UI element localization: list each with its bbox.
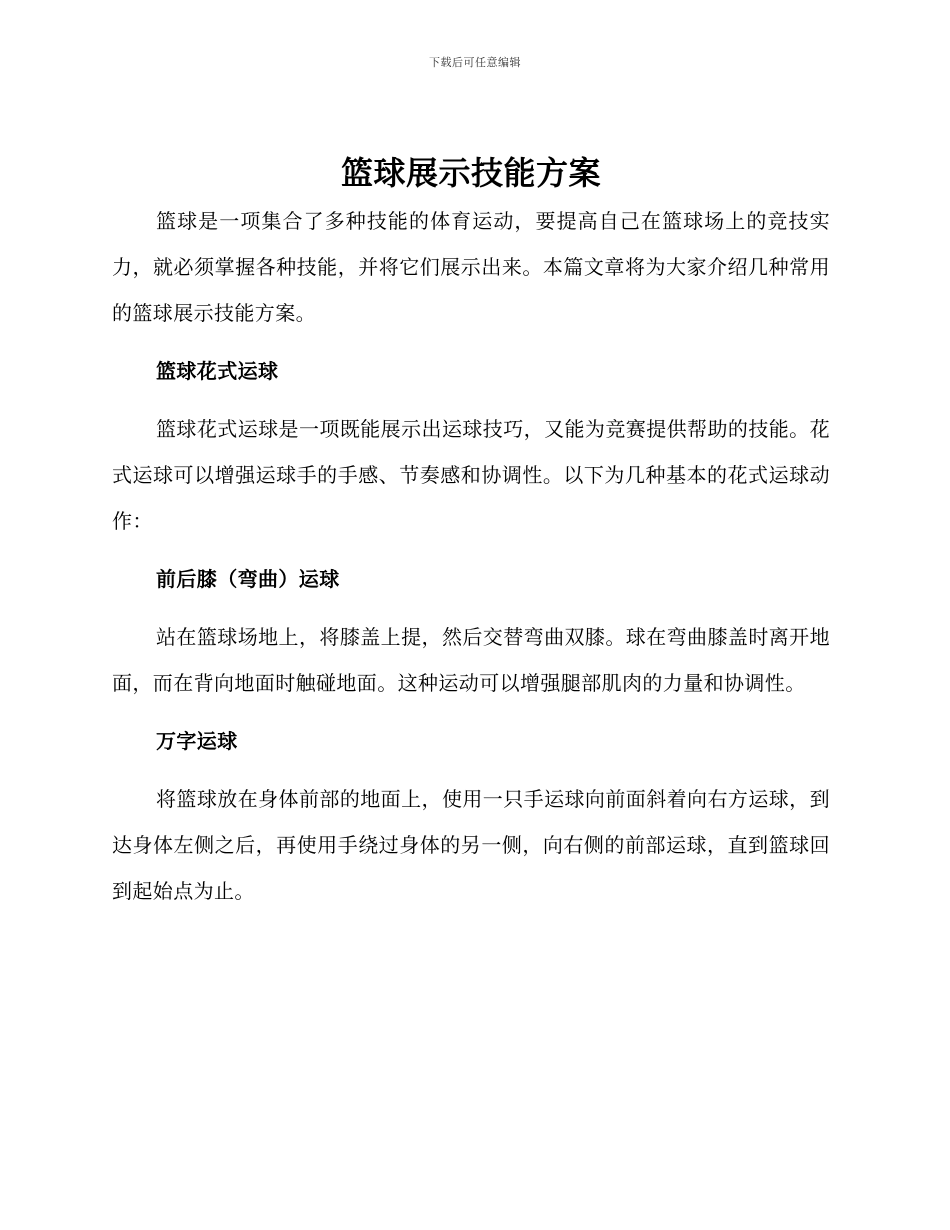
section-body-wan-dribble: 将篮球放在身体前部的地面上，使用一只手运球向前面斜着向右方运球，到达身体左侧之后，再使用手绕过身体的另一侧，向右侧的前部运球，直到篮球回到起始点为止。 — [112, 787, 830, 903]
section-body-fancy-dribble: 篮球花式运球是一项既能展示出运球技巧，又能为竞赛提供帮助的技能。花式运球可以增强运球手的手感、节奏感和协调性。以下为几种基本的花式运球动作： — [112, 417, 830, 533]
document-title: 篮球展示技能方案 — [340, 154, 601, 192]
section-heading-knee-dribble: 前后膝（弯曲）运球 — [156, 567, 340, 591]
section-body-knee-dribble: 站在篮球场地上，将膝盖上提，然后交替弯曲双膝。球在弯曲膝盖时离开地面，而在背向地面时触碰地面。这种运动可以增强腿部肌肉的力量和协调性。 — [112, 625, 830, 695]
page-header: 下载后可任意编辑 — [429, 56, 521, 69]
intro-paragraph: 篮球是一项集合了多种技能的体育运动，要提高自己在篮球场上的竞技实力，就必须掌握各种技能，并将它们展示出来。本篇文章将为大家介绍几种常用的篮球展示技能方案。 — [112, 209, 830, 325]
section-heading-fancy-dribble: 篮球花式运球 — [156, 359, 279, 383]
section-heading-wan-dribble: 万字运球 — [156, 729, 238, 753]
document-body — [112, 148, 830, 914]
